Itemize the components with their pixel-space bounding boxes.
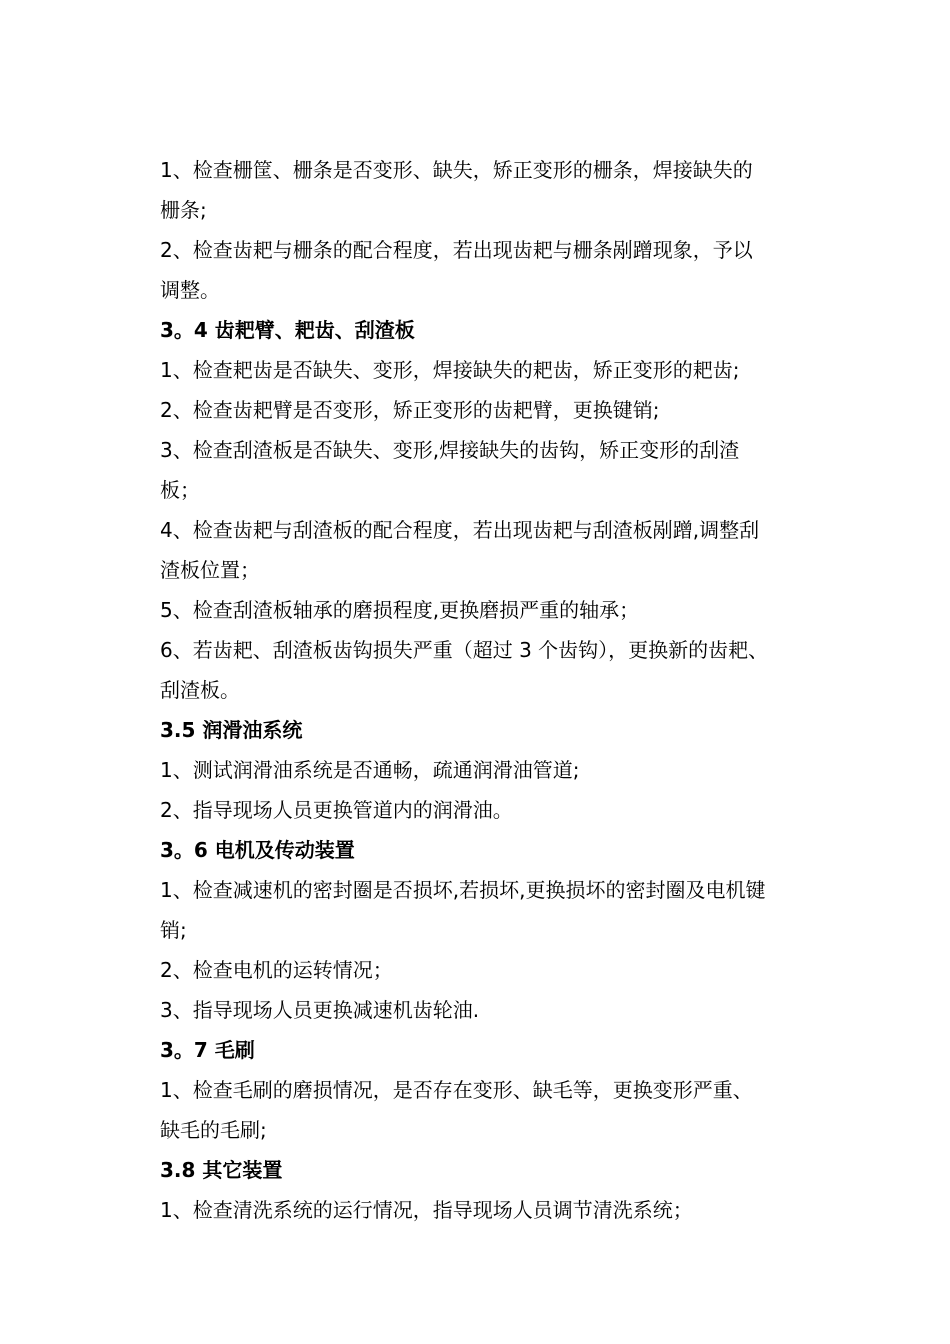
paragraph: 2、检查齿耙与栅条的配合程度，若出现齿耙与栅条剐蹭现象，予以调整。: [160, 238, 753, 302]
paragraph: 2、指导现场人员更换管道内的润滑油。: [160, 798, 513, 822]
paragraph: 3、指导现场人员更换减速机齿轮油.: [160, 998, 480, 1022]
section-heading: 3.8 其它装置: [160, 1158, 283, 1182]
paragraph: 5、检查刮渣板轴承的磨损程度,更换磨损严重的轴承；: [160, 598, 640, 622]
paragraph: 1、检查毛刷的磨损情况，是否存在变形、缺毛等，更换变形严重、缺毛的毛刷;: [160, 1078, 753, 1142]
paragraph: 3、检查刮渣板是否缺失、变形,焊接缺失的齿钩，矫正变形的刮渣板；: [160, 438, 740, 502]
section-heading: 3.5 润滑油系统: [160, 718, 303, 742]
paragraph: 1、检查清洗系统的运行情况，指导现场人员调节清洗系统；: [160, 1198, 693, 1222]
paragraph: 2、检查齿耙臂是否变形，矫正变形的齿耙臂，更换键销;: [160, 398, 660, 422]
paragraph: 1、检查减速机的密封圈是否损坏,若损坏,更换损坏的密封圈及电机键销;: [160, 878, 766, 942]
paragraph: 1、检查栅筐、栅条是否变形、缺失，矫正变形的栅条，焊接缺失的栅条;: [160, 158, 753, 222]
section-heading: 3。7 毛刷: [160, 1038, 255, 1062]
paragraph: 2、检查电机的运转情况；: [160, 958, 393, 982]
section-heading: 3。6 电机及传动装置: [160, 838, 355, 862]
document-page: [160, 150, 772, 1230]
section-heading: 3。4 齿耙臂、耙齿、刮渣板: [160, 318, 415, 342]
paragraph: 4、检查齿耙与刮渣板的配合程度，若出现齿耙与刮渣板剐蹭,调整刮渣板位置；: [160, 518, 760, 582]
paragraph: 1、测试润滑油系统是否通畅，疏通润滑油管道;: [160, 758, 580, 782]
paragraph: 1、检查耙齿是否缺失、变形，焊接缺失的耙齿，矫正变形的耙齿;: [160, 358, 740, 382]
paragraph: 6、若齿耙、刮渣板齿钩损失严重（超过 3 个齿钩），更换新的齿耙、刮渣板。: [160, 638, 769, 702]
